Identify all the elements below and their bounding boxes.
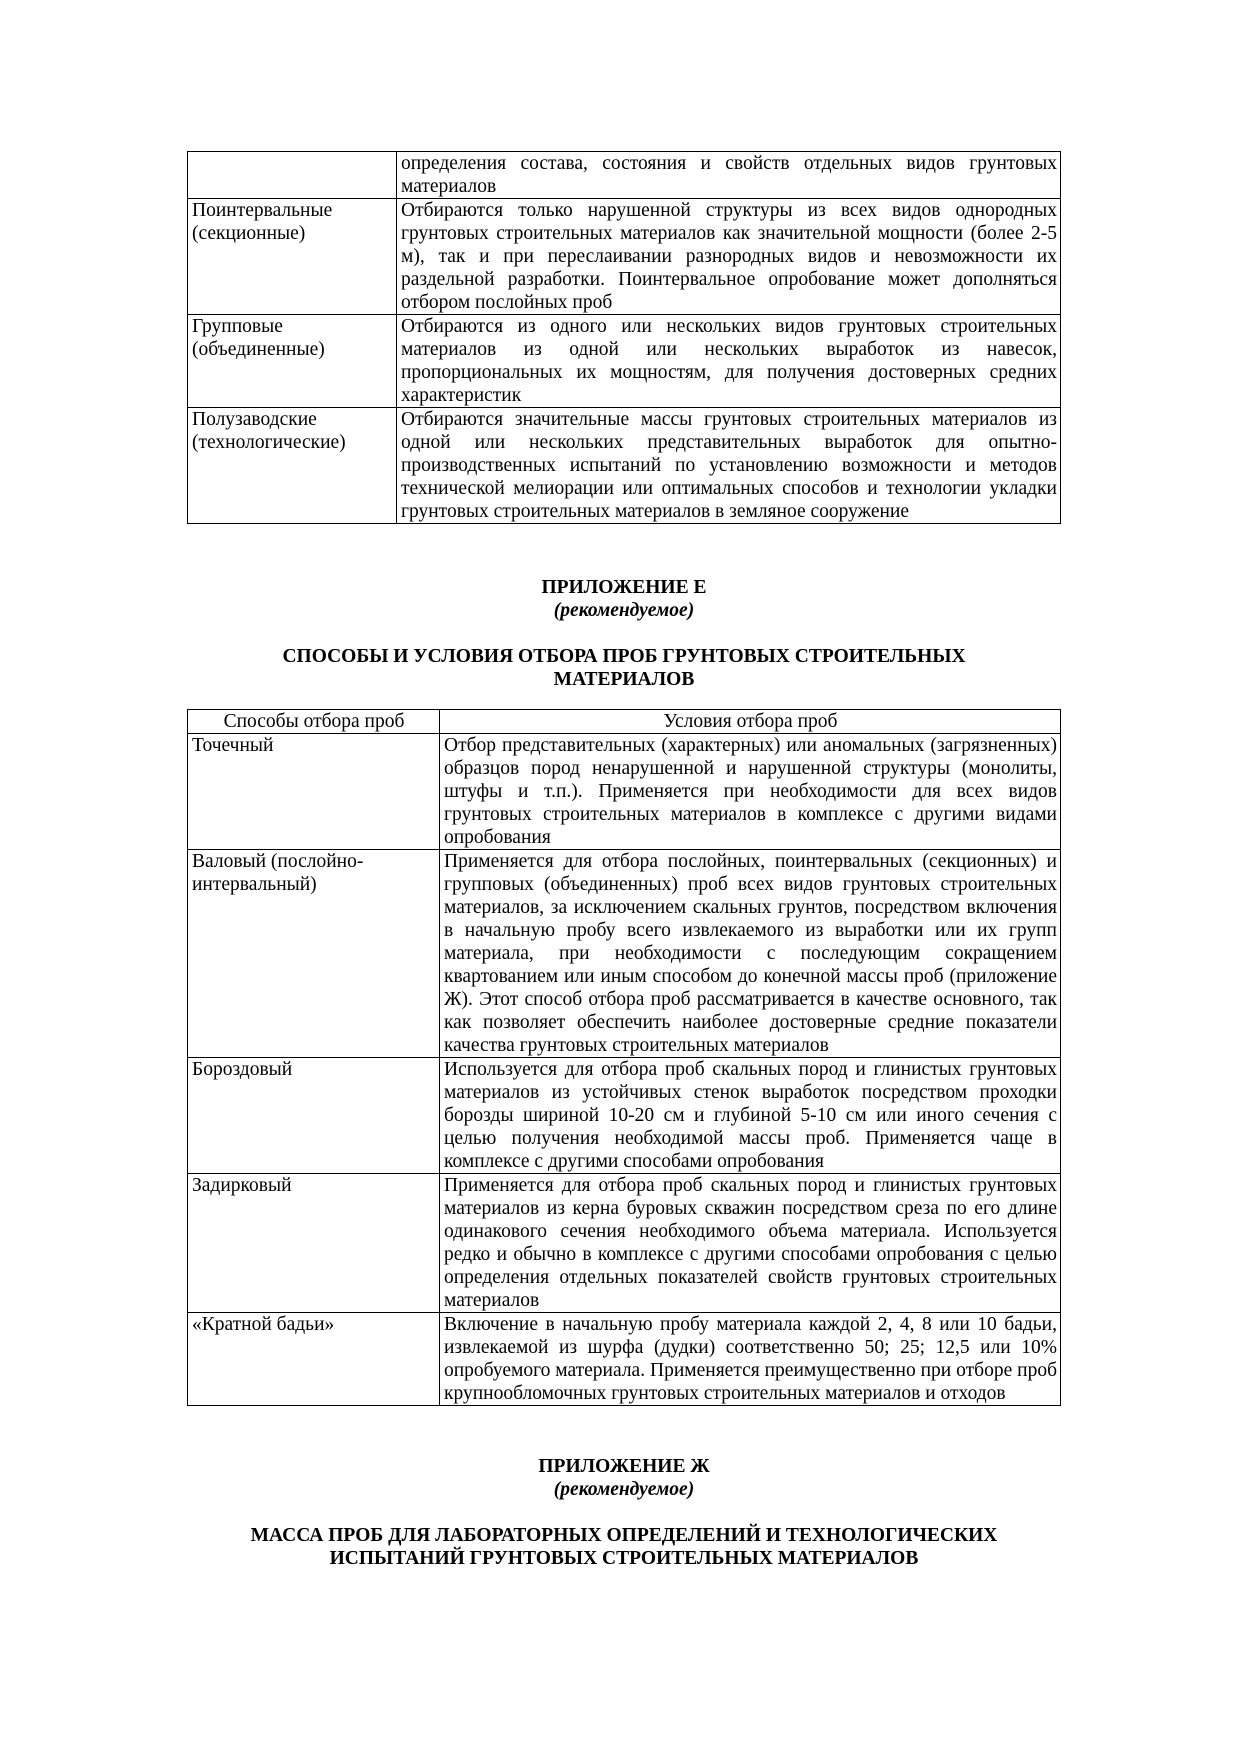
table-row bbox=[188, 408, 1061, 524]
column-header-conditions: Условия отбора проб bbox=[440, 710, 1061, 734]
appendix-e-heading-line2: МАТЕРИАЛОВ bbox=[553, 669, 695, 690]
table-row bbox=[188, 199, 1061, 315]
table-row bbox=[188, 152, 1061, 199]
appendix-e-heading-line1: СПОСОБЫ И УСЛОВИЯ ОТБОРА ПРОБ ГРУНТОВЫХ СТРОИТЕЛЬНЫХ bbox=[282, 646, 966, 667]
appendix-zh-subtitle: (рекомендуемое) bbox=[553, 1479, 695, 1500]
method-conditions-cell: Включение в начальную пробу материала каждой 2, 4, 8 или 10 бадьи, извлекаемой из шурфа (дудки) соответственно 50; 25; 12,5 или 10% опробуемого материала. Применяется преимущественно при отборе проб крупнообломочных грунтовых строительных материалов и отходов bbox=[440, 1313, 1061, 1406]
sample-description-cell: Отбираются только нарушенной структуры из всех видов однородных грунтовых строительных материалов как значительной мощности (более 2-5 м), так и при переслаивании разнородных видов и невозможности их раздельной разработки. Поинтервальное опробование может дополняться отбором послойных проб bbox=[397, 199, 1061, 315]
table-row bbox=[188, 734, 1061, 850]
table-row bbox=[188, 315, 1061, 408]
appendix-zh-title: ПРИЛОЖЕНИЕ Ж bbox=[538, 1456, 710, 1477]
method-name-cell: Точечный bbox=[188, 734, 440, 850]
sample-description-cell: определения состава, состояния и свойств отдельных видов грунтовых материалов bbox=[397, 152, 1061, 199]
column-header-method: Способы отбора проб bbox=[188, 710, 440, 734]
table-row bbox=[188, 850, 1061, 1058]
appendix-e-title: ПРИЛОЖЕНИЕ Е bbox=[541, 577, 707, 598]
table-row bbox=[188, 1058, 1061, 1174]
appendix-zh-heading-line1: МАССА ПРОБ ДЛЯ ЛАБОРАТОРНЫХ ОПРЕДЕЛЕНИЙ И ТЕХНОЛОГИЧЕСКИХ bbox=[250, 1525, 998, 1546]
sample-type-cell: Полузаводские (технологические) bbox=[188, 408, 397, 524]
sampling-methods-table bbox=[187, 709, 1061, 1406]
method-conditions-cell: Применяется для отбора послойных, поинтервальных (секционных) и групповых (объединенных) проб всех видов грунтовых строительных материалов, за исключением скальных грунтов, посредством включения в начальную пробу всего извлекаемого из выработки или их групп материала, при необходимости с последующим сокращением квартованием или иным способом до конечной массы проб (приложение Ж). Этот способ отбора проб рассматривается в качестве основного, так как позволяет обеспечить наиболее достоверные средние показатели качества грунтовых строительных материалов bbox=[440, 850, 1061, 1058]
method-name-cell: Бороздовый bbox=[188, 1058, 440, 1174]
table-header-row bbox=[188, 710, 1061, 734]
method-name-cell: Валовый (послойно-интервальный) bbox=[188, 850, 440, 1058]
sample-description-cell: Отбираются значительные массы грунтовых строительных материалов из одной или нескольких представительных выработок для опытно-производственных испытаний по установлению возможности и методов технической мелиорации или оптимальных способов и технологии укладки грунтовых строительных материалов в земляное сооружение bbox=[397, 408, 1061, 524]
method-conditions-cell: Используется для отбора проб скальных пород и глинистых грунтовых материалов из устойчивых стенок выработок посредством проходки борозды шириной 10-20 см и глубиной 5-10 см или иного сечения с целью получения необходимой массы проб. Применяется чаще в комплексе с другими способами опробования bbox=[440, 1058, 1061, 1174]
method-conditions-cell: Применяется для отбора проб скальных пород и глинистых грунтовых материалов из керна буровых скважин посредством среза по его длине одинакового сечения необходимого объема материала. Используется редко и обычно в комплексе с другими способами опробования с целью определения отдельных показателей свойств грунтовых строительных материалов bbox=[440, 1174, 1061, 1313]
sample-type-cell bbox=[188, 152, 397, 199]
method-name-cell: Задирковый bbox=[188, 1174, 440, 1313]
table-row bbox=[188, 1313, 1061, 1406]
appendix-e-subtitle: (рекомендуемое) bbox=[553, 600, 695, 621]
sample-description-cell: Отбираются из одного или нескольких видов грунтовых строительных материалов из одной или нескольких выработок из навесок, пропорциональных их мощностям, для получения достоверных средних характеристик bbox=[397, 315, 1061, 408]
appendix-zh-heading-line2: ИСПЫТАНИЙ ГРУНТОВЫХ СТРОИТЕЛЬНЫХ МАТЕРИАЛОВ bbox=[329, 1548, 919, 1569]
sample-type-cell: Поинтервальные (секционные) bbox=[188, 199, 397, 315]
method-conditions-cell: Отбор представительных (характерных) или аномальных (загрязненных) образцов пород ненарушенной и нарушенной структуры (монолиты, штуфы и т.п.). Применяется при необходимости для всех видов грунтовых строительных материалов в комплексе с другими видами опробования bbox=[440, 734, 1061, 850]
table-row bbox=[188, 1174, 1061, 1313]
method-name-cell: «Кратной бадьи» bbox=[188, 1313, 440, 1406]
sampling-types-table bbox=[187, 151, 1061, 524]
sample-type-cell: Групповые (объединенные) bbox=[188, 315, 397, 408]
